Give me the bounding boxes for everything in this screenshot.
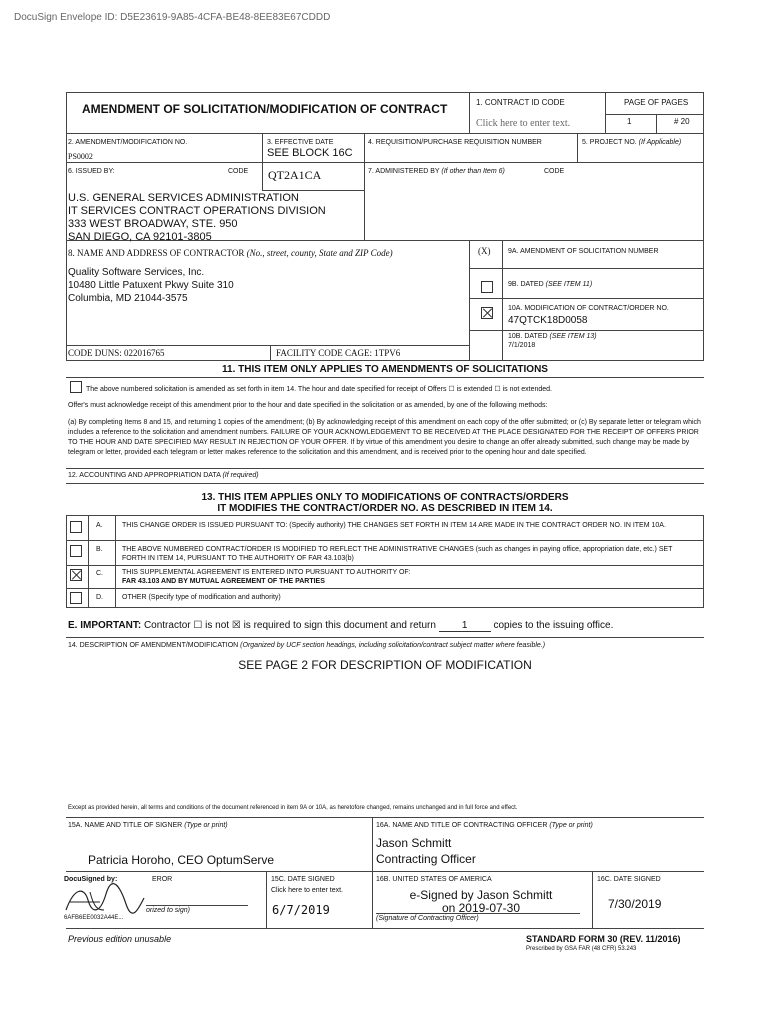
- item-13d-checkbox[interactable]: [70, 592, 82, 604]
- item-13a-text: THIS CHANGE ORDER IS ISSUED PURSUANT TO: (Specify authority) THE CHANGES SET FORTH IN ITEM 14 ARE MADE IN THE CONTRACT ORDER NO. IN ITEM 10A.: [122, 522, 666, 529]
- item-16c-label: 16C. DATE SIGNED: [597, 876, 661, 883]
- requisition-label: 4. REQUISITION/PURCHASE REQUISITION NUMBER: [368, 139, 542, 146]
- contracting-officer-title: Contracting Officer: [376, 852, 476, 866]
- issuer-address: [68, 192, 326, 244]
- effective-date-label: 3. EFFECTIVE DATE: [267, 139, 334, 146]
- item-12-label: 12. ACCOUNTING AND APPROPRIATION DATA (If required): [68, 472, 259, 479]
- form-top-border: [66, 92, 704, 93]
- page-number: 1: [627, 117, 632, 126]
- code-duns: CODE DUNS: 022016765: [68, 348, 165, 358]
- item-10a-checkbox[interactable]: [481, 307, 493, 319]
- issuer-address-line: 333 WEST BROADWAY, STE. 950: [68, 218, 238, 230]
- item-16a-label: 16A. NAME AND TITLE OF CONTRACTING OFFICER (Type or print): [376, 822, 593, 829]
- item-15c-placeholder[interactable]: Click here to enter text.: [271, 887, 343, 894]
- docusign-hash: 6AFB6EE0032A44E...: [64, 915, 124, 921]
- contract-id-input[interactable]: Click here to enter text.: [476, 118, 571, 129]
- contract-id-label: 1. CONTRACT ID CODE: [476, 98, 565, 107]
- item-15a-label: 15A. NAME AND TITLE OF SIGNER (Type or print): [68, 822, 228, 829]
- project-no-label: 5. PROJECT NO. (If Applicable): [582, 139, 682, 146]
- docusign-envelope-id: DocuSign Envelope ID: D5E23619-9A85-4CFA-BE48-8EE83E67CDDD: [14, 12, 331, 23]
- issued-by-code-value: QT2A1CA: [268, 168, 322, 182]
- item-13c-authority: FAR 43.103 AND BY MUTUAL AGREEMENT OF THE PARTIES: [122, 578, 325, 585]
- item-11-checkbox[interactable]: [70, 381, 82, 393]
- esign-line-2: on 2019-07-30: [441, 901, 521, 915]
- item-15c-value: 6/7/2019: [272, 903, 330, 917]
- item-10b-value: 7/1/2018: [508, 342, 536, 349]
- important-label: E. IMPORTANT:: [68, 620, 142, 631]
- except-provision-text: Except as provided herein, all terms and conditions of the document referenced in item 9A or 10A, as heretofore changed, remains unchanged and in full force and effect.: [68, 805, 518, 811]
- prescribed-by: Prescribed by GSA FAR (48 CFR) 53.243: [526, 946, 637, 952]
- item-11-line2: Offer's must acknowledge receipt of this amendment prior to the hour and date specified in the solicitation or as amended, by one of the following methods:: [68, 402, 548, 409]
- item-15b-label-fragment: EROR: [152, 876, 173, 883]
- contractor-label: 8. NAME AND ADDRESS OF CONTRACTOR (No., street, county, State and ZIP Code): [68, 248, 393, 258]
- issued-by-label: 6. ISSUED BY:: [68, 168, 115, 175]
- form-name: STANDARD FORM 30 (REV. 11/2016): [526, 934, 681, 944]
- contractor-address: [68, 266, 234, 305]
- item-10a-value: 47QTCK18D0058: [508, 315, 588, 326]
- item-13d-text: OTHER (Specify type of modification and authority): [122, 594, 281, 601]
- facility-code-cage: FACILITY CODE CAGE: 1TPV6: [276, 348, 401, 358]
- item-15a-value: Patricia Horoho, CEO OptumServe: [88, 853, 275, 867]
- item-15b-sign-note: orized to sign): [146, 907, 190, 914]
- item-11-line1: The above numbered solicitation is amended as set forth in item 14. The hour and date specified for receipt of Offers ☐ is extended ☐ is not extended.: [86, 386, 553, 393]
- important-text: Contractor ☐ is not ☒ is required to sign this document and return: [143, 620, 436, 631]
- contractor-address-line: Columbia, MD 21044-3575: [68, 293, 188, 304]
- important-line: [68, 620, 613, 632]
- page-of-pages-label: PAGE OF PAGES: [624, 98, 689, 107]
- amendment-no-value: PS0002: [68, 152, 93, 161]
- item-11-heading: 11. THIS ITEM ONLY APPLIES TO AMENDMENTS OF SOLICITATIONS: [222, 364, 548, 375]
- issuer-address-line: U.S. GENERAL SERVICES ADMINISTRATION: [68, 192, 299, 204]
- item-13a-checkbox[interactable]: [70, 521, 82, 533]
- amendment-no-label: 2. AMENDMENT/MODIFICATION NO.: [68, 139, 188, 146]
- item-16c-value: 7/30/2019: [608, 897, 662, 911]
- form-title: AMENDMENT OF SOLICITATION/MODIFICATION OF CONTRACT: [82, 102, 448, 116]
- item-14-label: 14. DESCRIPTION OF AMENDMENT/MODIFICATION (Organized by UCF section headings, including solicitation/contract subject matter where feasible.): [68, 642, 546, 649]
- item-10a-label: 10A. MODIFICATION OF CONTRACT/ORDER NO.: [508, 305, 669, 312]
- esign-line-1: e-Signed by Jason Schmitt: [409, 888, 553, 902]
- item-11-paragraph: (a) By completing Items 8 and 15, and returning 1 copies of the amendment; (b) By acknowledging receipt of this amendment on each copy of the offer submitted; or (c) By separate letter or telegram which includes a reference to the solicitation and amendment numbers. FAILURE OF YOUR ACKNOWLEDGEMENT TO BE RECEIVED AT THE PLACE DESIGNATED FOR THE RECEIPT OF OFFERS PRIOR TO THE HOUR AND DATE SPECIFIED MAY RESULT IN REJECTION OF YOUR OFFER. If by virtue of this amendment you desire to change an offer already submitted, such change may be made by telegram or letter, provided each telegram or letter makes reference to the solicitation and this amendment, and is received prior to the opening hour and date specified.: [68, 419, 701, 456]
- total-pages: # 20: [674, 117, 690, 126]
- item-13-subheading: IT MODIFIES THE CONTRACT/ORDER NO. AS DESCRIBED IN ITEM 14.: [217, 503, 553, 514]
- item-9b-label: 9B. DATED (SEE ITEM 11): [508, 281, 593, 288]
- item-13b-checkbox[interactable]: [70, 545, 82, 557]
- item-13c-checkbox[interactable]: [70, 569, 82, 581]
- issuer-address-line: SAN DIEGO, CA 92101-3805: [68, 231, 212, 243]
- issuer-address-line: IT SERVICES CONTRACT OPERATIONS DIVISION: [68, 205, 326, 217]
- item-9b-checkbox[interactable]: [481, 281, 493, 293]
- item-9a-label: 9A. AMENDMENT OF SOLICITATION NUMBER: [508, 248, 659, 255]
- item-16b-label: 16B. UNITED STATES OF AMERICA: [376, 876, 492, 883]
- administered-by-label: 7. ADMINISTERED BY (If other than Item 6): [368, 168, 505, 175]
- administered-by-code-label: CODE: [544, 168, 565, 175]
- item-13-heading: 13. THIS ITEM APPLIES ONLY TO MODIFICATIONS OF CONTRACTS/ORDERS: [201, 492, 569, 503]
- effective-date-value: SEE BLOCK 16C: [267, 147, 353, 159]
- contractor-address-line: Quality Software Services, Inc.: [68, 267, 205, 278]
- item-13b-text: THE ABOVE NUMBERED CONTRACT/ORDER IS MODIFIED TO REFLECT THE ADMINISTRATIVE CHANGES (such as changes in paying office, appropriation date, etc.) SET FORTH IN ITEM 14, PURSUANT TO THE AUTHORITY OF FAR 43.103(b): [122, 546, 673, 562]
- important-copies: 1: [439, 620, 491, 632]
- important-text-end: copies to the issuing office.: [493, 620, 614, 631]
- item-10b-label: 10B. DATED (SEE ITEM 13): [508, 333, 597, 340]
- issued-by-code-label: CODE: [228, 168, 249, 175]
- x-column-label: (X): [478, 246, 491, 256]
- item-16b-sig-note: (Signature of Contracting Officer): [376, 915, 479, 922]
- previous-edition-note: Previous edition unusable: [68, 934, 172, 944]
- item-13b-letter: B.: [96, 546, 103, 553]
- item-13a-letter: A.: [96, 522, 103, 529]
- item-13c-text: THIS SUPPLEMENTAL AGREEMENT IS ENTERED INTO PURSUANT TO AUTHORITY OF:: [122, 569, 411, 576]
- item-15c-label: 15C. DATE SIGNED: [271, 876, 335, 883]
- item-14-body: SEE PAGE 2 FOR DESCRIPTION OF MODIFICATION: [238, 658, 532, 672]
- item-13d-letter: D.: [96, 594, 103, 601]
- docusigned-by-label: DocuSigned by:: [64, 876, 118, 883]
- item-13c-letter: C.: [96, 570, 103, 577]
- contractor-signature-scribble: [60, 880, 150, 920]
- contracting-officer-name: Jason Schmitt: [376, 836, 452, 850]
- contractor-address-line: 10480 Little Patuxent Pkwy Suite 310: [68, 280, 234, 291]
